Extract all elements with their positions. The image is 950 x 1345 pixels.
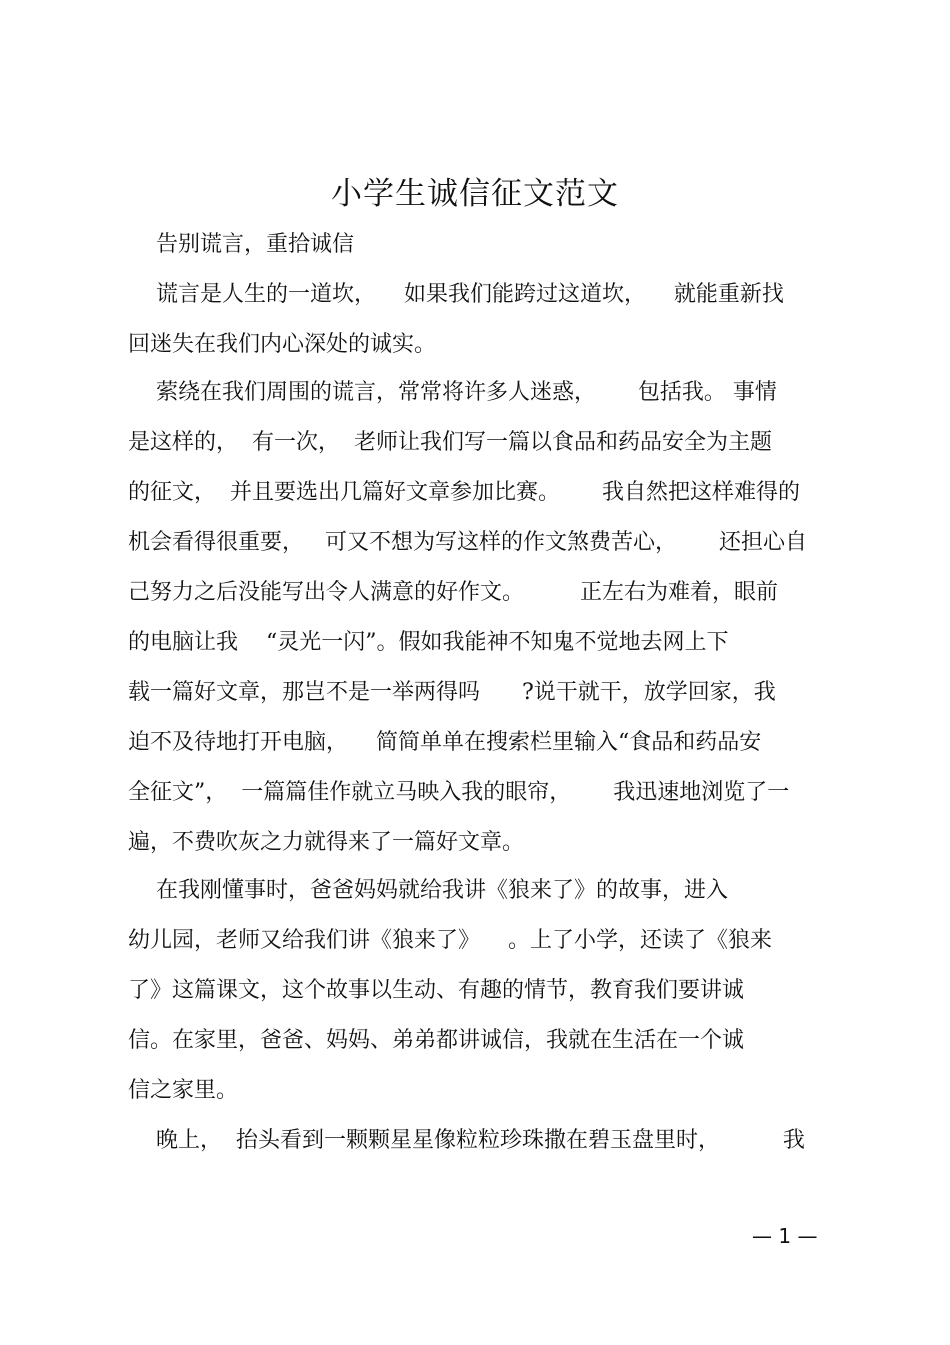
text-line: 告别谎言，重拾诚信 (128, 232, 354, 257)
text-line: 萦绕在我们周围的谎言，常常将许多人迷惑， 包括我。 事情 (128, 380, 777, 405)
text-line: 幼儿园，老师又给我们讲《狼来了》 。上了小学，还读了《狼来 (128, 928, 772, 953)
text-line: 谎言是人生的一道坎， 如果我们能跨过这道坎， 就能重新找 (128, 282, 784, 307)
text-line: 在我刚懂事时，爸爸妈妈就给我讲《狼来了》的故事，进入 (128, 878, 728, 903)
text-line: 晚上， 抬头看到一颗颗星星像粒粒珍珠撒在碧玉盘里时， 我 (128, 1128, 805, 1153)
document-title: 小学生诚信征文范文 (331, 176, 619, 212)
text-line: 全征文”， 一篇篇佳作就立马映入我的眼帘， 我迅速地浏览了一 (128, 780, 790, 805)
text-line: 载一篇好文章，那岂不是一举两得吗 ?说干就干，放学回家，我 (128, 680, 776, 705)
text-line: 是这样的， 有一次， 老师让我们写一篇以食品和药品安全为主题 (128, 430, 772, 455)
text-line: 信。在家里，爸爸、妈妈、弟弟都讲诚信，我就在生活在一个诚 (128, 1028, 745, 1053)
text-line: 遍，不费吹灰之力就得来了一篇好文章。 (128, 830, 525, 855)
page-number: — 1 — (752, 1224, 818, 1248)
text-line: 迫不及待地打开电脑， 简简单单在搜索栏里输入“食品和药品安 (128, 730, 762, 755)
text-line: 信之家里。 (128, 1078, 239, 1103)
text-line: 回迷失在我们内心深处的诚实。 (128, 332, 437, 357)
text-line: 己努力之后没能写出令人满意的好作文。 正左右为难着，眼前 (128, 580, 778, 605)
text-line: 了》这篇课文，这个故事以生动、有趣的情节，教育我们要讲诚 (128, 978, 745, 1003)
text-line: 的电脑让我 “灵光一闪”。假如我能神不知鬼不觉地去网上下 (128, 630, 729, 655)
text-line: 机会看得很重要， 可又不想为写这样的作文煞费苦心， 还担心自 (128, 530, 807, 555)
text-line: 的征文， 并且要选出几篇好文章参加比赛。 我自然把这样难得的 (128, 480, 800, 505)
